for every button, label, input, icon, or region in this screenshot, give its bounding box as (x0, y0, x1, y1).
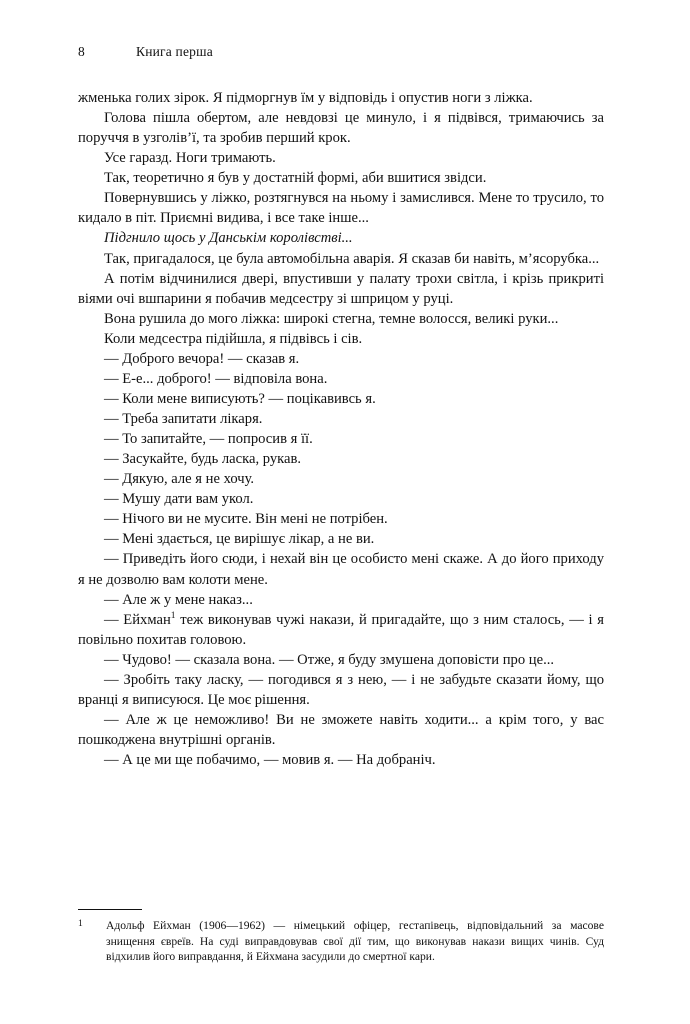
dialogue-line: — Коли мене виписують? — поцікавивсь я. (104, 390, 376, 407)
paragraph: Коли медсестра підійшла, я підвівсь і сів. (104, 330, 363, 347)
page-body (78, 88, 604, 770)
running-title: Книга перша (136, 44, 213, 59)
dialogue-line: — Але ж у мене наказ... (104, 591, 253, 608)
page-number: 8 (78, 44, 85, 59)
paragraph: Так, теоретично я був у достатній формі, аби вшитися звідси. (104, 170, 487, 187)
dialogue-line: — Але ж це неможливо! Ви не зможете навіть ходити... а крім того, у вас пошкоджена внутрішні органів. (78, 711, 604, 748)
dialogue-line: — Засукайте, будь ласка, рукав. (104, 451, 302, 468)
dialogue-line: — Е-е... доброго! — відповіла вона. (104, 370, 328, 387)
dialogue-line: — Чудово! — сказала вона. — Отже, я буду змушена доповісти про це... (104, 651, 555, 668)
dialogue-line: — А це ми ще побачимо, — мовив я. — На добраніч. (104, 752, 436, 769)
dialogue-line: — Доброго вечора! — сказав я. (104, 350, 300, 367)
paragraph: жменька голих зірок. Я підморгнув їм у відповідь і опустив ноги з ліжка. (78, 90, 533, 106)
footnote-number: 1 (78, 918, 83, 930)
dialogue-line: — Зробіть таку ласку, — погодився я з нею, — і не забудьте сказати йому, що вранці я виписуюся. Це моє рішення. (78, 671, 604, 708)
paragraph: Так, пригадалося, це була автомобільна аварія. Я сказав би навіть, м’ясорубка... (104, 250, 600, 267)
dialogue-line: — Треба запитати лікаря. (104, 411, 263, 427)
dialogue-line: — Мені здається, це вирішує лікар, а не ви. (104, 531, 375, 548)
dialogue-line: — То запитайте, — попросив я її. (104, 431, 313, 448)
dialogue-line-with-footnote (78, 610, 604, 650)
dialogue-text-before: — Ейхман (104, 611, 171, 628)
dialogue-text-after: теж виконував чужі накази, й пригадайте, що з ним сталось, — і я повільно похитав головою. (78, 611, 604, 648)
paragraph: Усе гаразд. Ноги тримають. (104, 150, 276, 167)
footnote (78, 918, 604, 964)
page-header (78, 44, 604, 62)
footnote-text: Адольф Ейхман (1906—1962) — німецький офіцер, гестапівець, відповідальний за масове знищення євреїв. На суді виправдовував свої дії тим, що виконував накази вищих чинів. Суд відхилив його виправдання, й Ейхмана засудили до смертної кари. (106, 919, 604, 963)
paragraph: А потім відчинилися двері, впустивши у палату трохи світла, і крізь прикриті віями очі вшпарини я побачив медсестру зі шприцом у руці. (78, 270, 604, 307)
dialogue-line: — Мушу дати вам укол. (104, 491, 254, 508)
paragraph: Повернувшись у ліжко, розтягнувся на ньому і замислився. Мене то трусило, то кидало в піт. Приємні видива, і все таке інше... (78, 190, 604, 227)
paragraph-italic: Підгнило щось у Данськім королівстві... (104, 230, 353, 247)
dialogue-line: — Приведіть його сюди, і нехай він це особисто мені скаже. А до його приходу я не дозволю вам колоти мене. (78, 551, 604, 588)
dialogue-line: — Нічого ви не мусите. Він мені не потрібен. (104, 511, 388, 528)
footnote-area (78, 909, 604, 964)
footnote-separator-rule (78, 909, 142, 910)
paragraph: Вона рушила до мого ліжка: широкі стегна, темне волосся, великі руки... (104, 310, 559, 327)
footnote-reference[interactable]: 1 (170, 610, 176, 621)
paragraph: Голова пішла обертом, але невдовзі це минуло, і я підвівся, тримаючись за поруччя в узголів’ї, та зробив перший крок. (78, 110, 604, 147)
dialogue-line: — Дякую, але я не хочу. (104, 471, 255, 488)
